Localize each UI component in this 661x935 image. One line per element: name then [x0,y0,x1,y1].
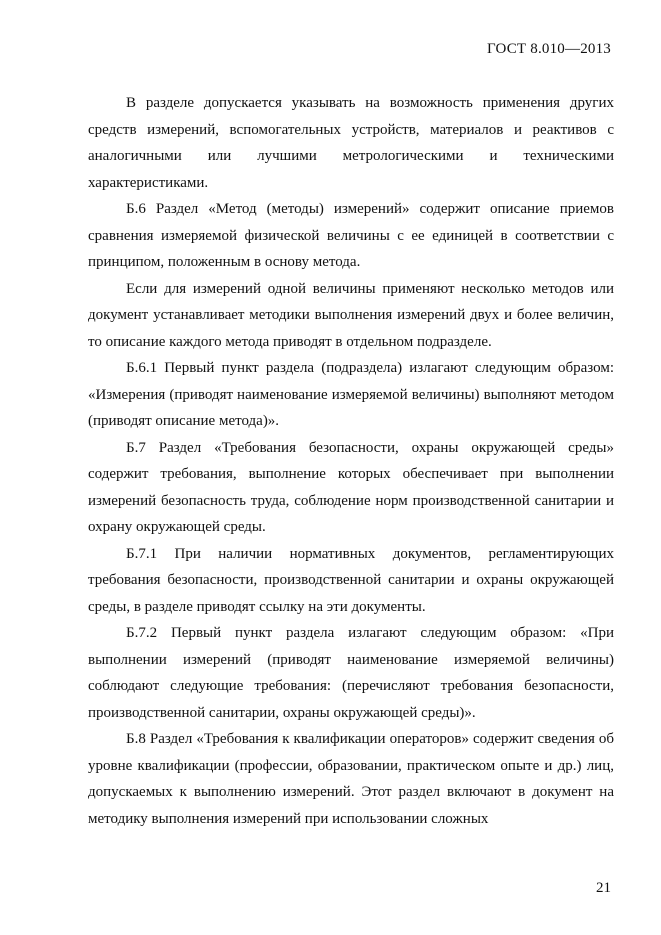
paragraph-b7-safety: Б.7 Раздел «Требования безопасности, охраны окружающей среды» содержит требования, выполнение которых обеспечивает при выполнении измерений безопасность труда, соблюдение норм производственной санитарии и охрану окружающей среды. [88,439,614,535]
document-body [88,90,614,832]
paragraph-b7-1-normative-docs: Б.7.1 При наличии нормативных документов, регламентирующих требования безопасности, производственной санитарии и охраны окружающей среды, в разделе приводят ссылку на эти документы. [88,545,614,615]
paragraph-multiple-methods: Если для измерений одной величины применяют несколько методов или документ устанавливает методики выполнения измерений двух и более величин, то описание каждого метода приводят в отдельном подразделе. [88,280,614,350]
page-number: 21 [596,880,611,896]
paragraph-equipment-alternatives: В разделе допускается указывать на возможность применения других средств измерений, вспомогательных устройств, материалов и реактивов с аналогичными или лучшими метрологическими и техническими характеристиками. [88,95,614,191]
paragraph-b7-2-first-item: Б.7.2 Первый пункт раздела излагают следующим образом: «При выполнении измерений (приводят наименование измеряемой величины) соблюдают следующие требования: (перечисляют требования безопасности, производственной санитарии, охраны окружающей среды)». [88,625,614,721]
document-standard-header: ГОСТ 8.010—2013 [487,41,611,57]
paragraph-b6-1-first-item: Б.6.1 Первый пункт раздела (подраздела) излагают следующим образом: «Измерения (приводят наименование измеряемой величины) выполняют методом (приводят описание метода)». [88,360,614,429]
paragraph-b8-operator-qualification: Б.8 Раздел «Требования к квалификации операторов» содержит сведения об уровне квалификации (профессии, образовании, практическом опыте и др.) лиц, допускаемых к выполнению измерений. Этот раздел включают в документ на методику выполнения измерений при использовании сложных [88,731,614,827]
paragraph-b6-method: Б.6 Раздел «Метод (методы) измерений» содержит описание приемов сравнения измеряемой физической величины с ее единицей в соответствии с принципом, положенным в основу метода. [88,201,614,270]
